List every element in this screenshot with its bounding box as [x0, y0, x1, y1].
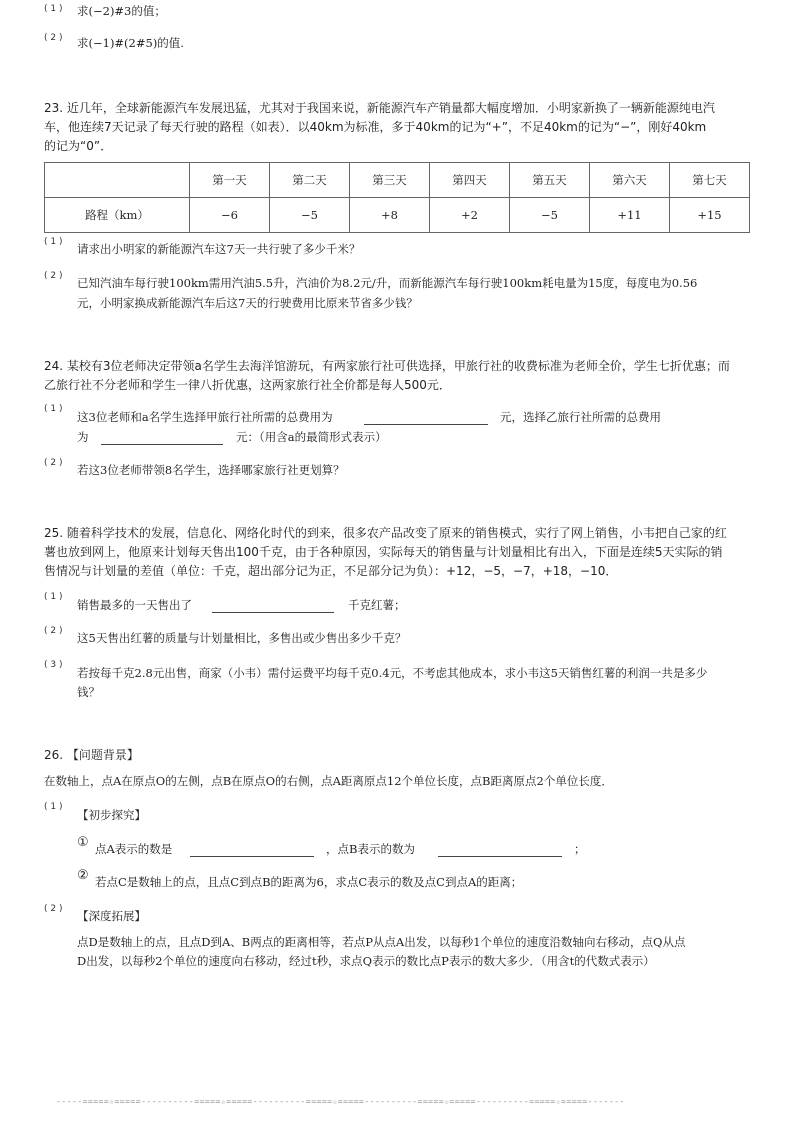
q26-part2-title: 【深度拓展】: [77, 909, 146, 923]
q25-stem-line3: 售情况与计划量的差值（单位：千克，超出部分记为正，不足部分记为负）：+12，−5，−7，+18，−10．: [44, 564, 618, 578]
q22-part1-number: ( 1 ): [44, 4, 63, 14]
mileage-header-day7: 第七天: [670, 163, 750, 198]
q24-blank-yi-cost[interactable]: [101, 432, 223, 445]
mileage-header-day4: 第四天: [430, 163, 510, 198]
q26-sub2-marker: ②: [77, 868, 89, 883]
mileage-table-data-row: [45, 198, 750, 233]
q25-stem-line2: 薯也放到网上，他原来计划每天售出100千克，由于各种原因，实际每天的销售量与计划量相比有出入，下面是连续5天实际的销: [44, 545, 723, 559]
q26-part1-title: 【初步探究】: [77, 808, 146, 822]
mileage-cell-day2: −5: [270, 198, 350, 233]
q25-part2-text: 这5天售出红薯的质量与计划量相比，多售出或少售出多少千克？: [77, 631, 407, 645]
q25-blank-max-sold[interactable]: [212, 600, 334, 613]
q24-stem-line1: 24. 某校有3位老师决定带领a名学生去海洋馆游玩，有两家旅行社可供选择，甲旅行社的收费标准为老师全价，学生七折优惠；而: [44, 359, 730, 373]
q26-part2-line2: D出发，以每秒2个单位的速度向右移动，经过t秒，求点Q表示的数比点P表示的数大多少．（用含t的代数式表示）: [77, 954, 655, 968]
q24-part1-text-a: 这3位老师和a名学生选择甲旅行社所需的总费用为: [77, 410, 333, 424]
q23-part1-number: ( 1 ): [44, 237, 63, 247]
q23-part2-line1: 已知汽油车每行驶100km需用汽油5.5升，汽油价为8.2元/升，而新能源汽车每行驶100km耗电量为15度，每度电为0.56: [77, 276, 698, 290]
q25-part1-text-b: 千克红薯；: [348, 598, 406, 612]
q26-part2-line1: 点D是数轴上的点，且点D到A、B两点的距离相等，若点P从点A出发，以每秒1个单位的速度沿数轴向右移动，点Q从点: [77, 935, 686, 949]
mileage-row-label: 路程（km）: [45, 198, 190, 233]
q26-sub1-text-a: 点A表示的数是: [95, 842, 173, 856]
q22-part2-number: ( 2 ): [44, 33, 63, 43]
mileage-cell-day7: +15: [670, 198, 750, 233]
q26-heading: 26. 【问题背景】: [44, 748, 139, 762]
q25-part3-line2: 钱？: [77, 685, 100, 699]
q24-stem-line2: 乙旅行社不分老师和学生一律八折优惠，这两家旅行社全价都是每人500元．: [44, 378, 451, 392]
q24-part1-text-c: 为: [77, 430, 89, 444]
q25-part1-number: ( 1 ): [44, 592, 63, 602]
q26-sub1-text-c: ；: [574, 842, 586, 856]
q26-part2-number: ( 2 ): [44, 904, 63, 914]
q26-background-text: 在数轴上，点A在原点O的左侧，点B在原点O的右侧，点A距离原点12个单位长度，点B距离原点2个单位长度．: [44, 774, 613, 788]
q24-part2-number: ( 2 ): [44, 458, 63, 468]
q25-stem-line1: 25. 随着科学技术的发展，信息化、网络化时代的到来，很多农产品改变了原来的销售模式，实行了网上销售，小韦把自己家的红: [44, 526, 727, 540]
q24-blank-jia-cost[interactable]: [364, 412, 488, 425]
q23-part2-line2: 元，小明家换成新能源汽车后这7天的行驶费用比原来节省多少钱？: [77, 296, 418, 310]
q24-part1-text-b: 元，选择乙旅行社所需的总费用: [500, 410, 661, 424]
mileage-cell-day1: −6: [190, 198, 270, 233]
q25-part3-line1: 若按每千克2.8元出售，商家（小韦）需付运费平均每千克0.4元，不考虑其他成本，求小韦这5天销售红薯的利润一共是多少: [77, 666, 708, 680]
q26-sub1-marker: ①: [77, 835, 89, 850]
footer-divider: -----=====☆=====----------=====☆=====----------=====☆=====----------=====☆=====----------=====☆=====-------: [56, 1097, 625, 1106]
mileage-cell-day5: −5: [510, 198, 590, 233]
q23-stem-line1: 23. 近几年，全球新能源汽车发展迅猛，尤其对于我国来说，新能源汽车产销量都大幅度增加．小明家新换了一辆新能源纯电汽: [44, 101, 715, 115]
q24-part2-text: 若这3位老师带领8名学生，选择哪家旅行社更划算？: [77, 463, 345, 477]
q22-part2-text: 求(−1)#(2#5)的值.: [77, 36, 184, 50]
mileage-header-day2: 第二天: [270, 163, 350, 198]
q26-part1-number: ( 1 ): [44, 802, 63, 812]
q26-sub1-text-b: ，点B表示的数为: [326, 842, 415, 856]
q26-blank-point-a[interactable]: [190, 844, 314, 857]
q26-blank-point-b[interactable]: [438, 844, 562, 857]
q23-part1-text: 请求出小明家的新能源汽车这7天一共行驶了多少千米？: [77, 242, 361, 256]
mileage-table-header-row: [45, 163, 750, 198]
mileage-header-day5: 第五天: [510, 163, 590, 198]
mileage-table: [44, 162, 750, 233]
mileage-header-day3: 第三天: [350, 163, 430, 198]
q25-part3-number: ( 3 ): [44, 660, 63, 670]
mileage-table-corner: [45, 163, 190, 198]
q24-part1-number: ( 1 ): [44, 404, 63, 414]
q23-part2-number: ( 2 ): [44, 271, 63, 281]
mileage-cell-day4: +2: [430, 198, 510, 233]
q26-sub2-text: 若点C是数轴上的点，且点C到点B的距离为6，求点C表示的数及点C到点A的距离；: [95, 875, 523, 889]
mileage-cell-day3: +8: [350, 198, 430, 233]
q25-part2-number: ( 2 ): [44, 626, 63, 636]
q23-stem-line2: 车，他连续7天记录了每天行驶的路程（如表）．以40km为标准，多于40km的记为“+”，不足40km的记为“−”，刚好40km: [44, 120, 707, 134]
q22-part1-text: 求(−2)#3的值；: [77, 4, 166, 18]
q24-part1-text-d: 元：（用含a的最简形式表示）: [236, 430, 387, 444]
mileage-header-day1: 第一天: [190, 163, 270, 198]
q25-part1-text-a: 销售最多的一天售出了: [77, 598, 192, 612]
mileage-cell-day6: +11: [590, 198, 670, 233]
q23-stem-line3: 的记为“0”．: [44, 139, 113, 153]
mileage-header-day6: 第六天: [590, 163, 670, 198]
